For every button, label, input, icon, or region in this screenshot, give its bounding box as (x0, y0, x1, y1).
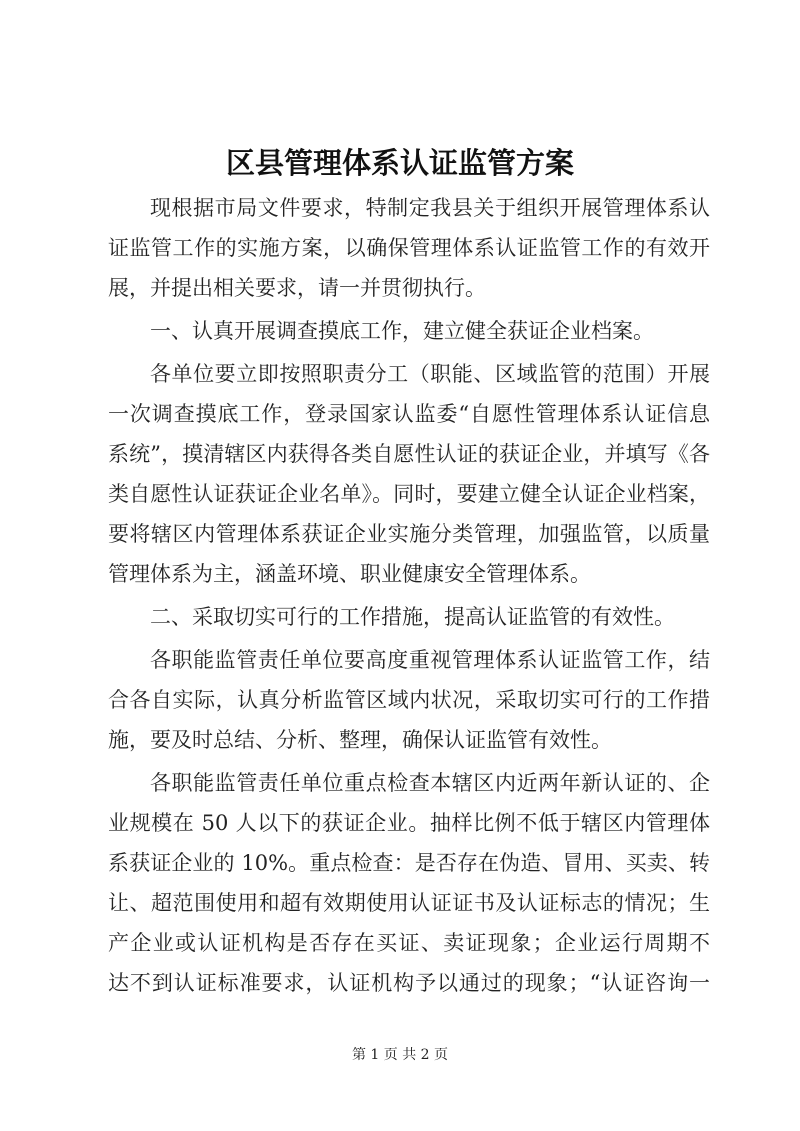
paragraph (108, 640, 710, 760)
paragraph-gap (108, 1003, 710, 1006)
text-line: 达不到认证标准要求，认证机构予以通过的现象；“认证咨询一 (108, 971, 710, 995)
text-line: 现根据市局文件要求，特制定我县关于组织开展管理体系认 (150, 196, 710, 220)
text-line: 让、超范围使用和超有效期使用认证证书及认证标志的情况；生 (108, 891, 710, 915)
document-body (108, 188, 710, 1006)
paragraph (108, 188, 710, 308)
text-line: 一、认真开展调查摸底工作，建立健全获证企业档案。 (150, 319, 654, 343)
text-line: 系统”，摸清辖区内获得各类自愿性认证的获证企业，并填写《各 (108, 442, 710, 466)
text-line: 展，并提出相关要求，请一并贯彻执行。 (108, 276, 486, 300)
text-line: 业规模在 50 人以下的获证企业。抽样比例不低于辖区内管理体 (108, 811, 710, 835)
paragraph (108, 597, 710, 637)
text-line: 一次调查摸底工作，登录国家认监委“自愿性管理体系认证信息 (108, 402, 710, 426)
text-line: 施，要及时总结、分析、整理，确保认证监管有效性。 (108, 728, 612, 752)
paragraph (108, 354, 710, 594)
paragraph (108, 311, 710, 351)
text-line: 产企业或认证机构是否存在买证、卖证现象；企业运行周期不 (108, 931, 710, 955)
text-line: 系获证企业的 10%。重点检查：是否存在伪造、冒用、买卖、转 (108, 851, 710, 875)
text-line: 证监管工作的实施方案，以确保管理体系认证监管工作的有效开 (108, 236, 710, 260)
text-line: 要将辖区内管理体系获证企业实施分类管理，加强监管，以质量 (108, 522, 710, 546)
page-footer: 第 1 页 共 2 页 (351, 1047, 449, 1063)
text-line: 二、采取切实可行的工作措施，提高认证监管的有效性。 (150, 605, 675, 629)
text-line: 各单位要立即按照职责分工（职能、区域监管的范围）开展 (150, 362, 710, 386)
text-line: 各职能监管责任单位要高度重视管理体系认证监管工作，结 (150, 648, 710, 672)
text-line: 管理体系为主，涵盖环境、职业健康安全管理体系。 (108, 562, 591, 586)
text-line: 各职能监管责任单位重点检查本辖区内近两年新认证的、企 (150, 771, 710, 795)
paragraph (108, 763, 710, 1003)
document-title: 区县管理体系认证监管方案 (225, 146, 574, 180)
text-line: 类自愿性认证获证企业名单》。同时，要建立健全认证企业档案， (108, 482, 710, 506)
text-line: 合各自实际，认真分析监管区域内状况，采取切实可行的工作措 (108, 688, 710, 712)
